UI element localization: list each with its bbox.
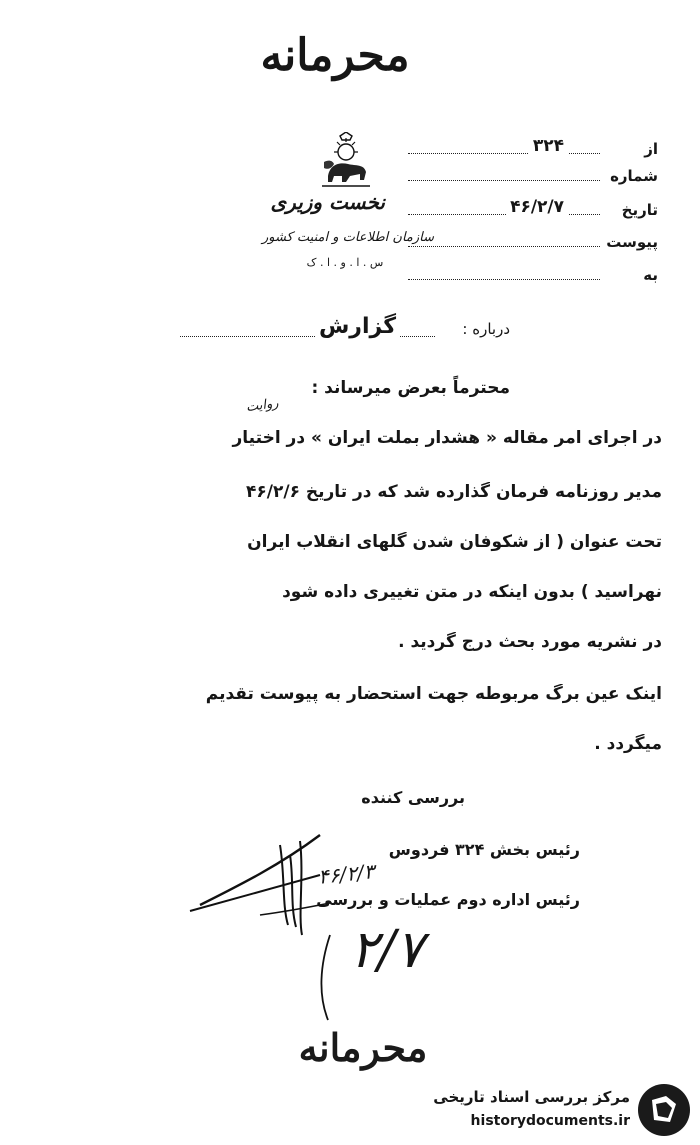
- field-to: [408, 266, 658, 286]
- org-code: س . ا . و . ا . ک: [306, 256, 384, 269]
- field-dotted-line: [408, 246, 600, 247]
- greeting-line: محترماً بعرض میرساند :: [311, 378, 510, 398]
- subject-row: [180, 314, 510, 344]
- field-number: [408, 167, 658, 187]
- org-sub-name: سازمان اطلاعات و امنیت کشور: [261, 230, 435, 245]
- subject-value: گزارش: [315, 314, 400, 339]
- confidential-stamp: محرمانه: [298, 1025, 428, 1070]
- body-line: در نشریه مورد بحث درج گردید .: [398, 632, 662, 652]
- field-date-label: تاریخ: [621, 201, 658, 219]
- field-from-value: ۳۲۴: [529, 136, 568, 156]
- body-line: تحت عنوان ( از شکوفان شدن گلهای انقلاب ایران: [247, 532, 662, 552]
- watermark-url: historydocuments.ir: [470, 1113, 630, 1129]
- body-line: مدیر روزنامه فرمان گذارده شد که در تاریخ ۴۶/۲/۶: [246, 482, 662, 502]
- lion-and-sun-emblem-icon: [320, 132, 372, 188]
- field-dotted-line: [408, 279, 600, 280]
- field-number-label: شماره: [610, 167, 658, 185]
- body-line: میگردد .: [594, 734, 662, 754]
- handwritten-insert: روایت: [245, 395, 280, 416]
- field-dotted-line: [408, 214, 600, 215]
- handwritten-note: ۲/۷: [350, 920, 424, 980]
- field-dotted-line: [408, 180, 600, 181]
- field-from-label: از: [644, 140, 658, 158]
- body-line: نهراسید ) بدون اینکه در متن تغییری داده شود: [282, 582, 662, 602]
- body-line: در اجرای امر مقاله « هشدار بملت ایران » در اختیار: [232, 428, 662, 448]
- field-date: [408, 197, 658, 221]
- field-to-label: به: [643, 266, 658, 284]
- reviewer-label: بررسی کننده: [361, 788, 465, 807]
- subject-label: درباره :: [462, 320, 510, 338]
- department-head-line: رئیس اداره دوم عملیات و بررسی: [316, 890, 580, 909]
- field-attachment-label: پیوست: [606, 233, 658, 251]
- watermark-center-name: مرکز بررسی اسناد تاریخی: [433, 1088, 630, 1106]
- field-dotted-line: [408, 153, 600, 154]
- field-from: [408, 136, 658, 160]
- body-line: اینک عین برگ مربوطه جهت استحضار به پیوست تقدیم: [205, 684, 662, 704]
- archive-logo-icon: [636, 1082, 692, 1138]
- field-date-value: ۴۶/۲/۷: [506, 197, 568, 217]
- handwritten-date: ۴۶/۲/۳: [316, 859, 376, 889]
- confidential-title: محرمانه: [260, 30, 410, 81]
- field-attachment: [408, 233, 658, 253]
- org-main-name: نخست وزیری: [270, 190, 385, 214]
- section-head-line: رئیس بخش ۳۲۴ فردوس: [388, 840, 580, 859]
